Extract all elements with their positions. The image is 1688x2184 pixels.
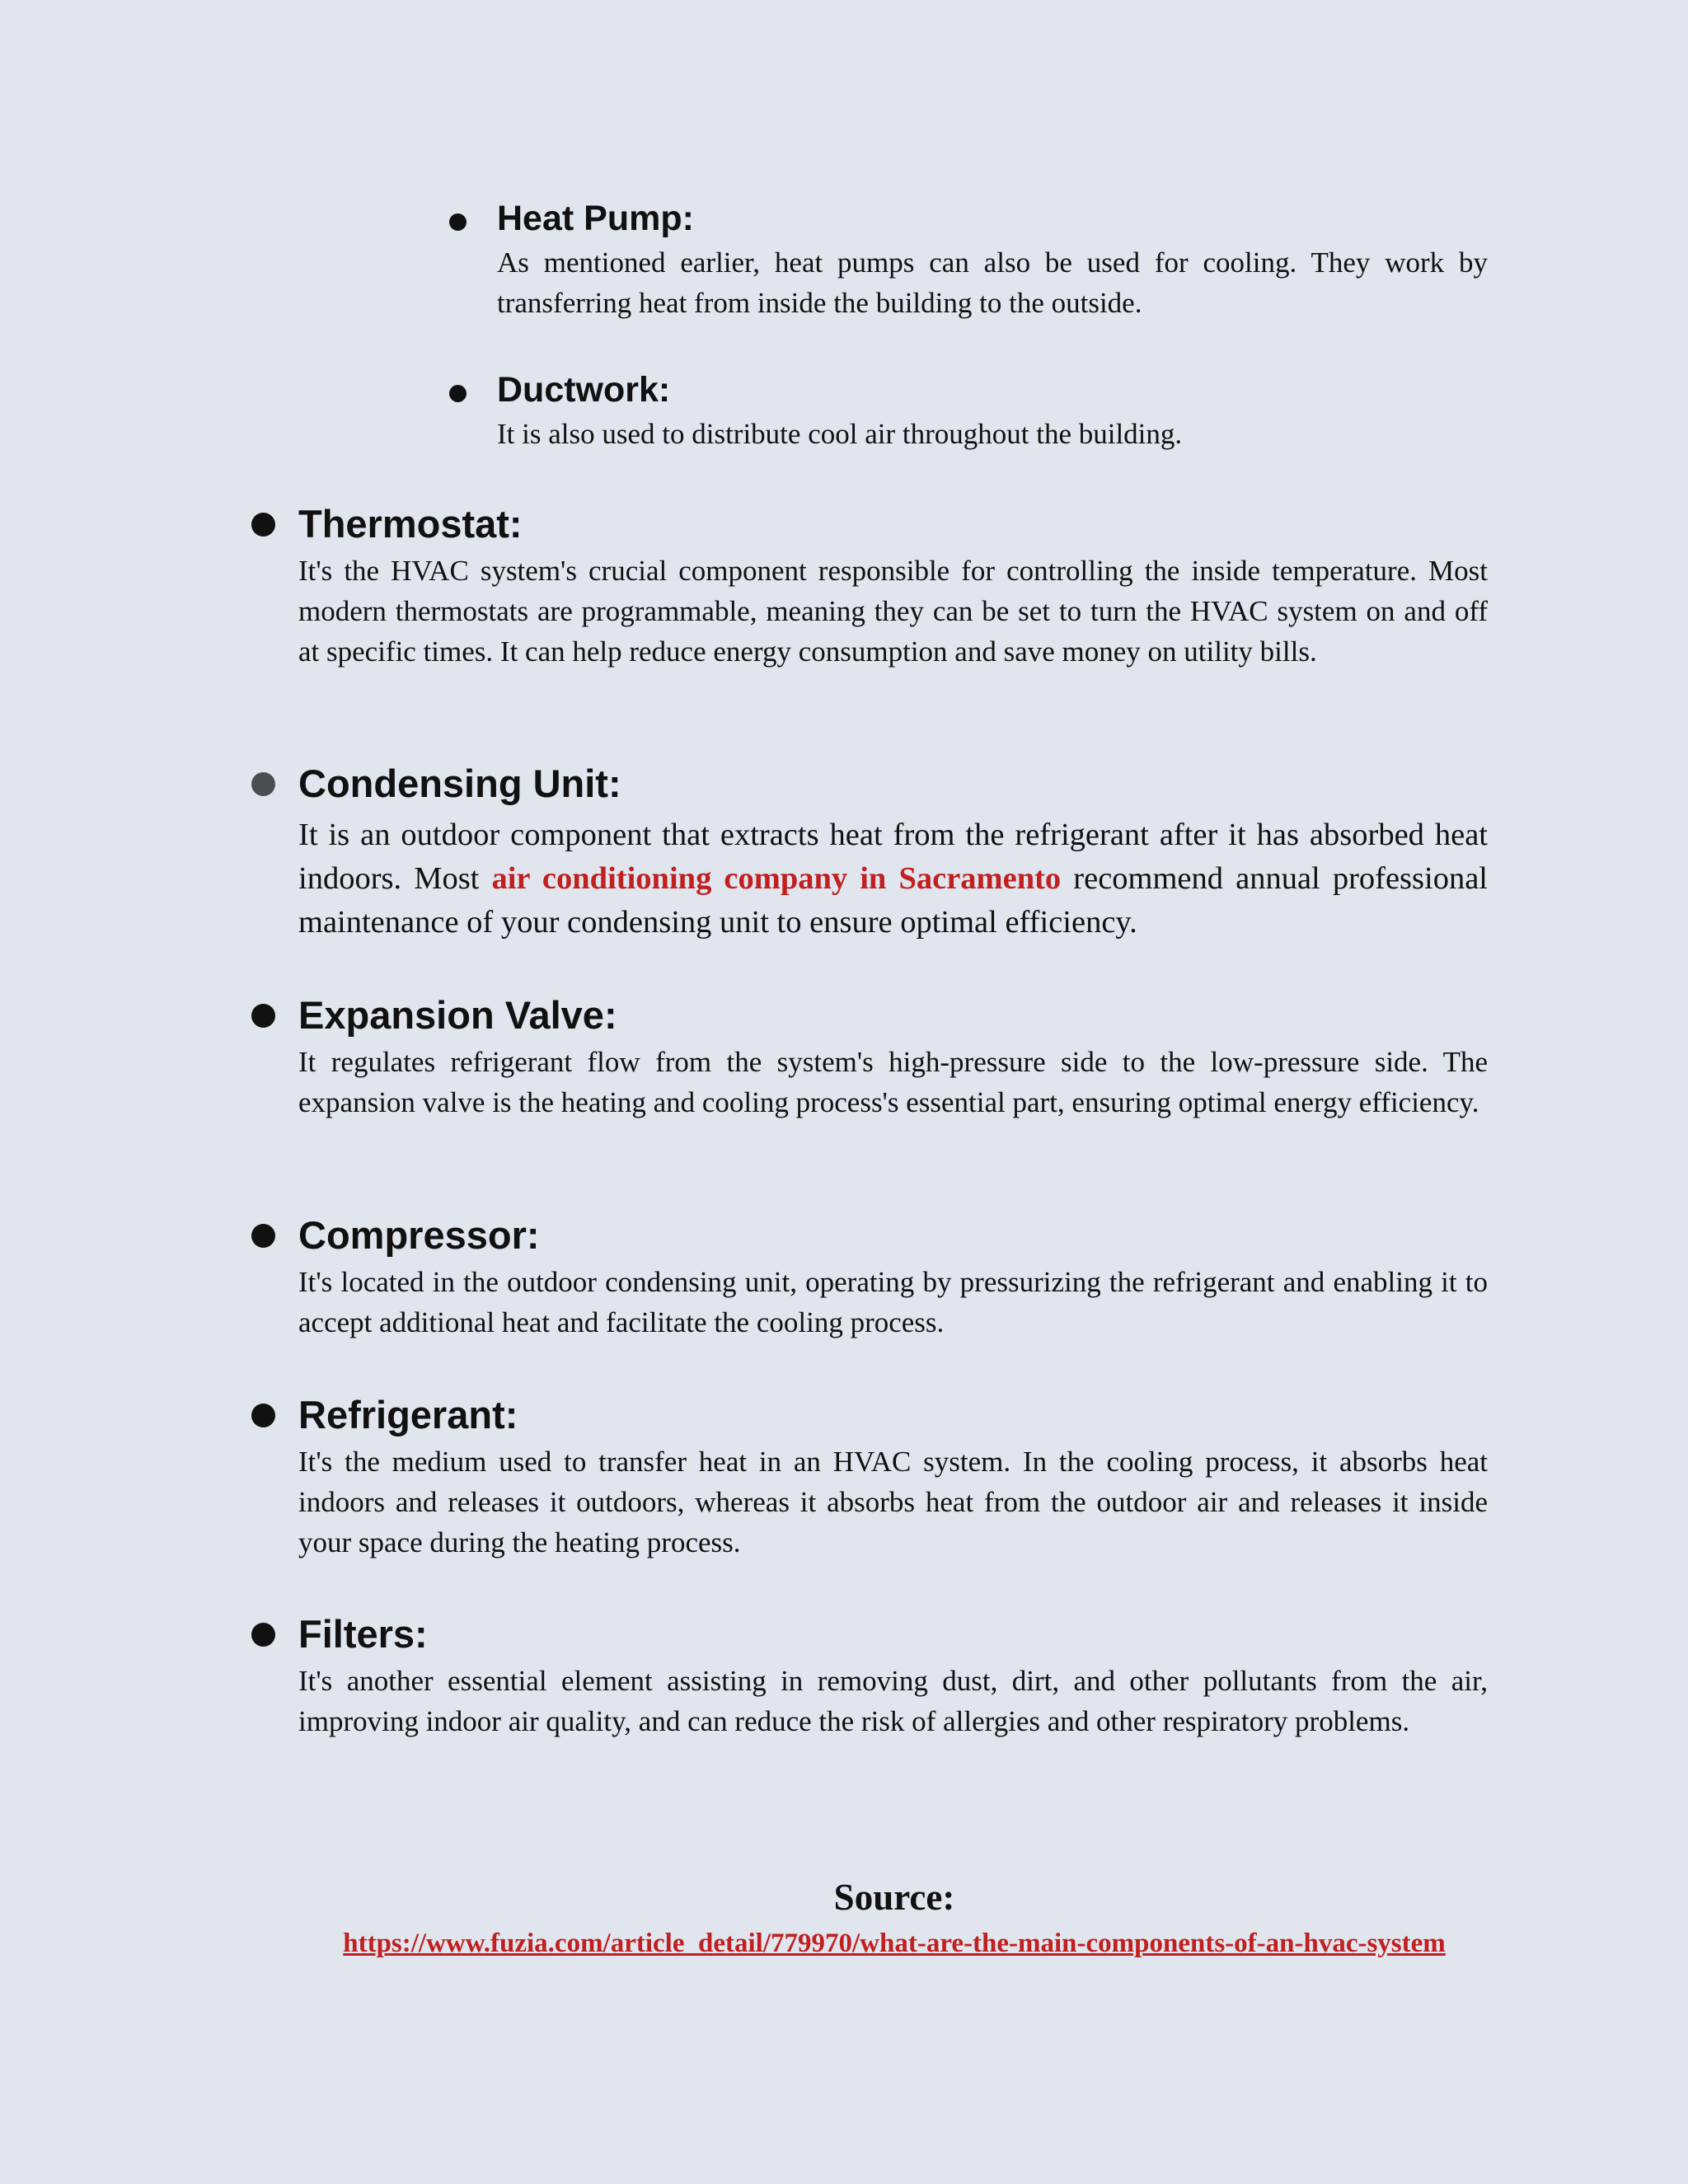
list-item-heat-pump (497, 198, 1488, 323)
item-text-before: It is an outdoor component that extracts heat from the refrigerant after it has absorbed heat indoors. Most (298, 818, 1488, 897)
bullet-icon (449, 385, 467, 402)
list-item-filters (298, 1611, 1488, 1741)
sacramento-ac-link[interactable]: air conditioning company in Sacramento (491, 861, 1062, 897)
bullet-icon (251, 1004, 275, 1028)
item-heading: Ductwork: (497, 370, 671, 410)
item-heading: Heat Pump: (497, 199, 694, 238)
list-item-ductwork (497, 369, 1488, 454)
item-heading: Filters: (298, 1612, 428, 1656)
item-text: It regulates refrigerant flow from the system's high-pressure side to the low-pressure side. The expansion valve is the heating and cooling process's essential part, ensuring optimal energy efficiency. (298, 1046, 1488, 1119)
list-item-thermostat (298, 501, 1488, 672)
item-text: It's another essential element assisting in removing dust, dirt, and other pollutants from the air, improving indoor air quality, and can reduce the risk of allergies and other respiratory problems. (298, 1665, 1488, 1738)
item-heading: Refrigerant: (298, 1393, 518, 1436)
bullet-icon (251, 772, 275, 796)
item-heading: Compressor: (298, 1213, 540, 1257)
item-text: It's the medium used to transfer heat in an HVAC system. In the cooling process, it absorbs heat indoors and releases it outdoors, whereas it absorbs heat from the outdoor air and releases it inside your space during the heating process. (298, 1446, 1488, 1559)
bullet-icon (251, 1404, 275, 1427)
item-heading: Condensing Unit: (298, 762, 621, 805)
bullet-icon (251, 1224, 275, 1248)
list-item-expansion-valve (298, 992, 1488, 1122)
item-heading: Expansion Valve: (298, 993, 617, 1037)
source-link[interactable]: https://www.fuzia.com/article_detail/779970/what-are-the-main-components-of-an-hvac-system (343, 1929, 1446, 1958)
list-item-condensing-unit (298, 761, 1488, 944)
item-text: It's located in the outdoor condensing unit, operating by pressurizing the refrigerant and enabling it to accept additional heat and facilitate the cooling process. (298, 1266, 1488, 1339)
bullet-icon (251, 1623, 275, 1647)
item-text (298, 813, 1488, 944)
item-heading: Thermostat: (298, 502, 523, 546)
item-text: As mentioned earlier, heat pumps can also be used for cooling. They work by transferring heat from inside the building to the outside. (497, 246, 1488, 319)
bullet-icon (251, 513, 275, 537)
bullet-icon (449, 213, 467, 231)
source-title: Source: (833, 1877, 955, 1918)
list-item-compressor (298, 1212, 1488, 1343)
list-item-refrigerant (298, 1392, 1488, 1563)
item-text-after: recommend annual professional maintenance of your condensing unit to ensure optimal efficiency. (298, 861, 1489, 940)
item-text: It's the HVAC system's crucial component responsible for controlling the inside temperature. Most modern thermostats are programmable, meaning they can be set to turn the HVAC system on and off at specific times. It can help reduce energy consumption and save money on utility bills. (298, 555, 1488, 668)
item-text: It is also used to distribute cool air throughout the building. (497, 417, 1183, 450)
